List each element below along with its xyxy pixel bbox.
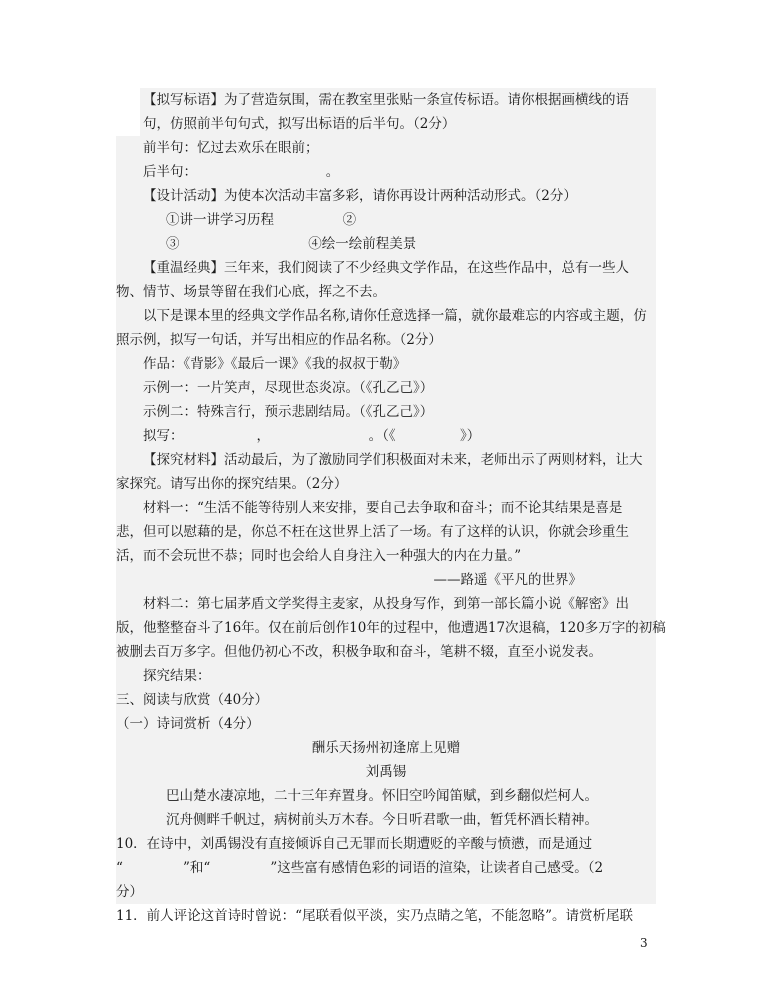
classic-task-cont: 物、情节、场景等留在我们心底，挥之不去。 xyxy=(116,284,386,300)
question-11: 11．前人评论这首诗时曾说：“尾联看似平淡，实乃点睛之笔，不能忽略”。请赏析尾联 xyxy=(116,908,633,924)
material-task-title: 【探究材料】活动最后，为了激励同学们积极面对未来，老师出示了两则材料，让大 xyxy=(143,452,643,468)
material-two: 材料二：第七届茅盾文学奖得主麦家，从投身写作，到第一部长篇小说《解密》出 xyxy=(143,596,629,612)
material-one-cont: 活，而不会玩世不恭；同时也会给人自身注入一种强大的内在力量。” xyxy=(116,548,522,564)
material-two-cont: 被删去百万多字。但他仍初心不改，积极争取和奋斗，笔耕不辍，直至小说发表。 xyxy=(116,644,602,660)
classic-task-instr-cont: 照示例，拟写一句话，并写出相应的作品名称。（2分） xyxy=(116,332,442,348)
material-task-cont: 家探究。请写出你的探究结果。（2分） xyxy=(116,476,348,492)
page-number: 3 xyxy=(640,936,648,950)
example-one: 示例一：一片笑声，尽现世态炎凉。（《孔乙己》） xyxy=(143,380,434,396)
activity-items-row-1: ①讲一讲学习历程 ② xyxy=(166,212,357,228)
classic-task-instr: 以下是课本里的经典文学作品名称,请你任意选择一篇，就你最难忘的内容或主题，仿 xyxy=(143,308,647,324)
activity-task-title: 【设计活动】为使本次活动丰富多彩，请你再设计两种活动形式。（2分） xyxy=(143,188,577,204)
subsection-heading: （一）诗词赏析（4分） xyxy=(116,716,260,732)
slogan-second-half: 后半句： 。 xyxy=(143,164,340,180)
slogan-task-title: 【拟写标语】为了营造氛围，需在教室里张贴一条宣传标语。请你根据画横线的语 xyxy=(143,92,629,108)
section-heading: 三、阅读与欣赏（40分） xyxy=(116,692,269,708)
example-two: 示例二：特殊言行，预示悲剧结局。（《孔乙己》） xyxy=(143,404,434,420)
question-10-score: 分） xyxy=(116,884,143,900)
material-one: 材料一：“生活不能等待别人来安排，要自己去争取和奋斗；而不论其结果是喜是 xyxy=(143,500,623,516)
poem-line-1: 巴山楚水凄凉地，二十三年弃置身。怀旧空吟闻笛赋，到乡翻似烂柯人。 xyxy=(166,788,598,804)
explore-result: 探究结果： xyxy=(143,668,211,684)
material-one-source: ——路遥《平凡的世界》 xyxy=(433,572,582,588)
poem-line-2: 沉舟侧畔千帆过，病树前头万木春。今日听君歌一曲，暂凭杯酒长精神。 xyxy=(166,812,598,828)
slogan-first-half: 前半句：忆过去欢乐在眼前； xyxy=(143,140,319,156)
question-10: 10．在诗中，刘禹锡没有直接倾诉自己无罪而长期遭贬的辛酸与愤懑，而是通过 xyxy=(116,836,593,852)
activity-items-row-2: ③ ④绘一绘前程美景 xyxy=(166,236,417,252)
classic-task-title: 【重温经典】三年来，我们阅读了不少经典文学作品，在这些作品中，总有一些人 xyxy=(143,260,629,276)
question-10-blanks: “ ”和“ ”这些富有感情色彩的词语的渲染，让读者自己感受。（2 xyxy=(116,860,604,876)
poem-title: 酬乐天扬州初逢席上见赠 xyxy=(311,740,461,756)
highlight-band xyxy=(116,880,656,904)
poem-author: 刘禹锡 xyxy=(365,764,407,780)
material-two-cont: 版，他整整奋斗了16年。仅在前后创作10年的过程中，他遭遇17次退稿，120多万字的初稿 xyxy=(116,620,666,636)
material-one-cont: 悲，但可以慰藉的是，你总不枉在这世界上活了一场。有了这样的认识，你就会珍重生 xyxy=(116,524,629,540)
write-blank: 拟写： ， 。（《 》） xyxy=(143,428,481,444)
slogan-task-desc: 句，仿照前半句句式，拟写出标语的后半句。（2分） xyxy=(143,116,456,132)
works-list: 作品：《背影》《最后一课》《我的叔叔于勒》 xyxy=(143,356,407,372)
